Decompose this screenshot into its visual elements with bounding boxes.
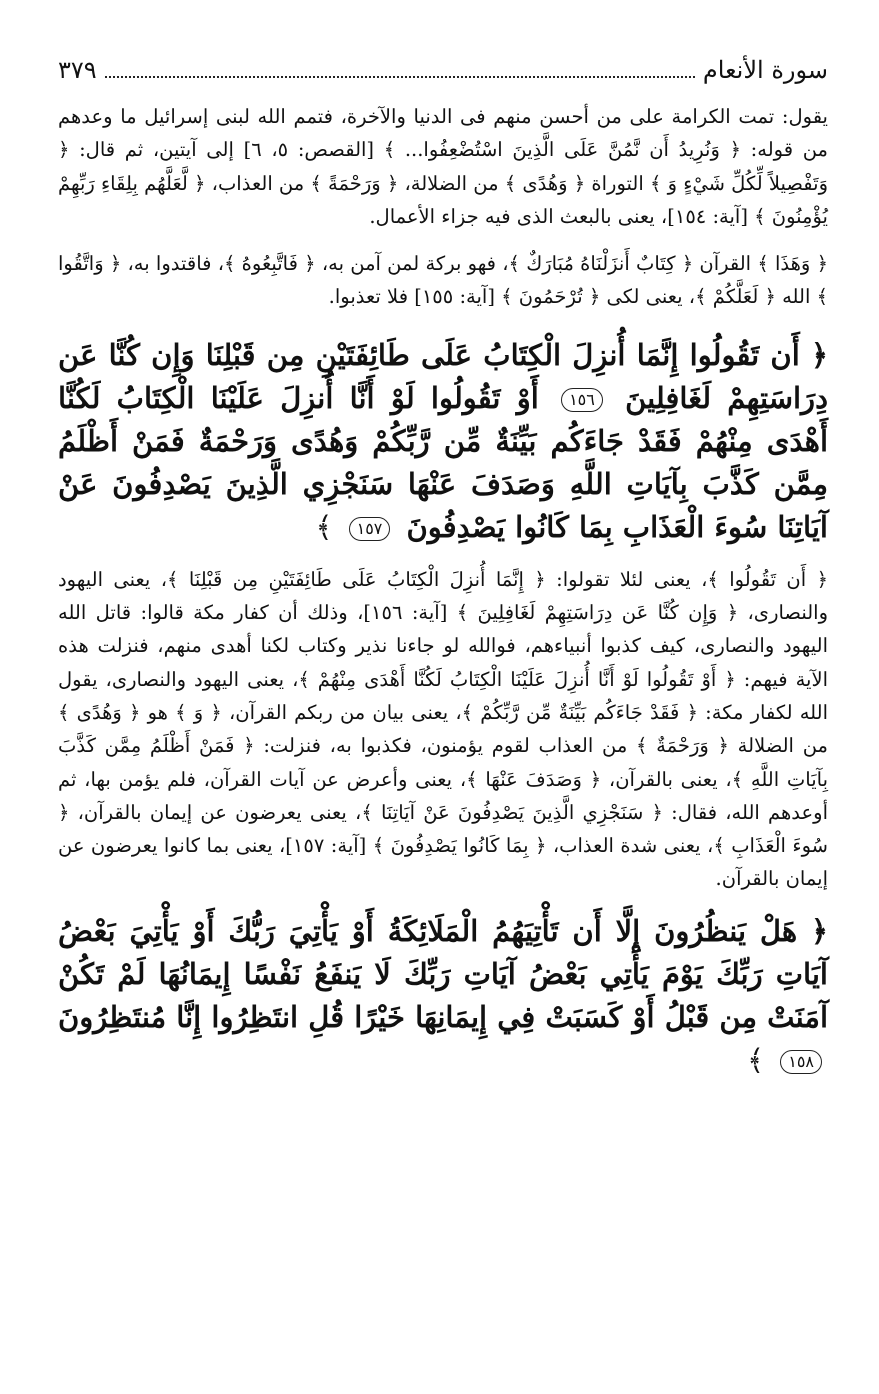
quran-verse-block-1 bbox=[58, 334, 828, 549]
verse-156-text: ﴿ أَن تَقُولُوا إِنَّمَا أُنزِلَ الْكِتَابُ عَلَى طَائِفَتَيْنِ مِن قَبْلِنَا وَإِن كُنَّا عَن دِرَاسَتِهِمْ لَغَافِلِينَ bbox=[58, 337, 828, 415]
commentary-paragraph-1: يقول: تمت الكرامة على من أحسن منهم فى الدنيا والآخرة، فتمم الله لبنى إسرائيل ما وعدهم من قوله: ﴿ وَنُرِيدُ أَن نَّمُنَّ عَلَى الَّذِينَ اسْتُضْعِفُوا... ﴾ [القصص: ٥، ٦] إلى آيتين، ثم قال: ﴿ وَتَفْصِيلاً لِّكُلِّ شَيْءٍ وَ ﴾ التوراة ﴿ وَهُدًى ﴾ من الضلالة، ﴿ وَرَحْمَةً ﴾ من العذاب، ﴿ لَّعَلَّهُم بِلِقَاءِ رَبِّهِمْ يُؤْمِنُونَ ﴾ [آية: ١٥٤]، يعنى بالبعث الذى فيه جزاء الأعمال. bbox=[58, 105, 828, 228]
header-dotted-leader bbox=[105, 75, 695, 78]
page-number: ٣٧٩ bbox=[58, 56, 97, 84]
verse-157-text: أَوْ تَقُولُوا لَوْ أَنَّا أُنزِلَ عَلَيْنَا الْكِتَابُ لَكُنَّا أَهْدَى مِنْهُمْ فَقَدْ جَاءَكُم بَيِّنَةٌ مِّن رَّبِّكُمْ وَهُدًى وَرَحْمَةٌ فَمَنْ أَظْلَمُ مِمَّن كَذَّبَ بِآيَاتِ اللَّهِ وَصَدَفَ عَنْهَا سَنَجْزِي الَّذِينَ يَصْدِفُونَ عَنْ آيَاتِنَا سُوءَ الْعَذَابِ بِمَا كَانُوا يَصْدِفُونَ bbox=[58, 380, 828, 544]
commentary-paragraph-3: ﴿ أَن تَقُولُوا ﴾، يعنى لئلا تقولوا: ﴿ إِنَّمَا أُنزِلَ الْكِتَابُ عَلَى طَائِفَتَيْنِ مِن قَبْلِنَا ﴾، يعنى اليهود والنصارى، ﴿ وَإِن كُنَّا عَن دِرَاسَتِهِمْ لَغَافِلِينَ ﴾ [آية: ١٥٦]، وذلك أن كفار مكة قالوا: قاتل الله اليهود والنصارى، كيف كذبوا أنبياءهم، فوالله لو جاءنا نذير وكتاب لكنا أهدى منهم، فنزلت هذه الآية فيهم: ﴿ أَوْ تَقُولُوا لَوْ أَنَّا أُنزِلَ عَلَيْنَا الْكِتَابُ لَكُنَّا أَهْدَى مِنْهُمْ ﴾، يعنى اليهود والنصارى، يقول الله لكفار مكة: ﴿ فَقَدْ جَاءَكُم بَيِّنَةٌ مِّن رَّبِّكُمْ ﴾، يعنى بيان من ربكم القرآن، ﴿ وَ ﴾ هو ﴿ وَهُدًى ﴾ من الضلالة ﴿ وَرَحْمَةٌ ﴾ من العذاب لقوم يؤمنون، فكذبوا به، فنزلت: ﴿ فَمَنْ أَظْلَمُ مِمَّن كَذَّبَ بِآيَاتِ اللَّهِ ﴾، يعنى بالقرآن، ﴿ وَصَدَفَ عَنْهَا ﴾، يعنى وأعرض عن آيات القرآن، فلم يؤمن بها، ثم أوعدهم الله، فقال: ﴿ سَنَجْزِي الَّذِينَ يَصْدِفُونَ عَنْ آيَاتِنَا ﴾، يعنى يعرضون عن إيمان بالقرآن، ﴿ سُوءَ الْعَذَابِ ﴾، يعنى شدة العذاب، ﴿ بِمَا كَانُوا يَصْدِفُونَ ﴾ [آية: ١٥٧]، يعنى بما كانوا يعرضون عن إيمان بالقرآن. bbox=[58, 567, 828, 891]
surah-title: سورة الأنعام bbox=[702, 56, 828, 84]
book-page bbox=[58, 56, 828, 1082]
commentary-paragraph-2: ﴿ وَهَذَا ﴾ القرآن ﴿ كِتَابٌ أَنزَلْنَاهُ مُبَارَكٌ ﴾، فهو بركة لمن آمن به، ﴿ فَاتَّبِعُوهُ ﴾، فاقتدوا به، ﴿ وَاتَّقُوا ﴾ الله ﴿ لَعَلَّكُمْ ﴾، يعنى لكى ﴿ تُرْحَمُونَ ﴾ [آية: ١٥٥] فلا تعذبوا. bbox=[58, 252, 828, 309]
verse-number-marker-157: ١٥٧ bbox=[349, 517, 391, 541]
quran-verse-block-2 bbox=[58, 910, 828, 1082]
verse-158-text: ﴿ هَلْ يَنظُرُونَ إِلَّا أَن تَأْتِيَهُمُ الْمَلَائِكَةُ أَوْ يَأْتِيَ رَبُّكَ أَوْ يَأْتِيَ بَعْضُ آيَاتِ رَبِّكَ يَوْمَ يَأْتِي بَعْضُ آيَاتِ رَبِّكَ لَا يَنفَعُ نَفْسًا إِيمَانُهَا لَمْ تَكُنْ آمَنَتْ مِن قَبْلُ أَوْ كَسَبَتْ فِي إِيمَانِهَا خَيْرًا قُلِ انتَظِرُوا إِنَّا مُنتَظِرُونَ bbox=[58, 913, 828, 1034]
verse-number-marker-156: ١٥٦ bbox=[561, 388, 603, 412]
verse-number-marker-158: ١٥٨ bbox=[780, 1050, 822, 1074]
verse-close-bracket: ﴾ bbox=[747, 1042, 765, 1077]
verse-close-bracket: ﴾ bbox=[315, 509, 333, 544]
page-header bbox=[58, 56, 828, 96]
